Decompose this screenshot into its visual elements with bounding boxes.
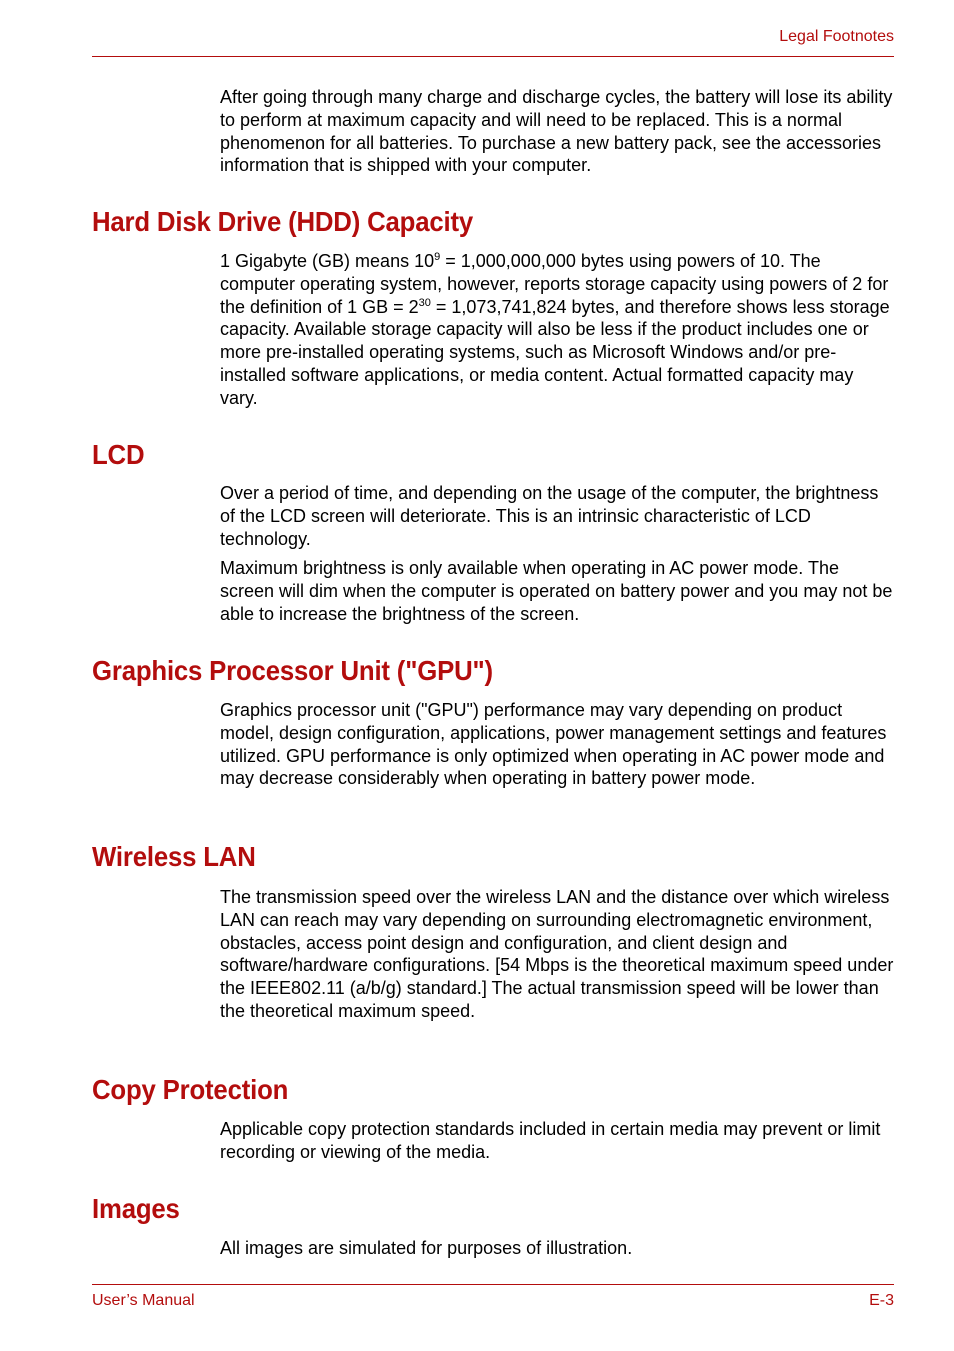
hdd-exponent-2: 30 [418,296,431,309]
lcd-paragraph-2: Maximum brightness is only available when operating in AC power mode. The screen will dim when the computer is operated on battery power and you may not be able to increase the brightness of the screen. [220,558,893,624]
images-paragraph: All images are simulated for purposes of illustration. [220,1238,633,1258]
heading-images: Images [92,1193,180,1224]
footer-divider [92,1284,894,1285]
heading-hdd-capacity: Hard Disk Drive (HDD) Capacity [92,206,473,237]
hdd-text-part-1: 1 Gigabyte (GB) means 10 [220,251,435,271]
hdd-paragraph [220,250,895,410]
header-divider [92,56,894,57]
footer-page-number: E-3 [869,1292,894,1309]
copy-protection-paragraph: Applicable copy protection standards included in certain media may prevent or limit recording or viewing of the media. [220,1119,881,1162]
hdd-exponent-1: 9 [434,251,441,263]
battery-paragraph: After going through many charge and discharge cycles, the battery will lose its ability to perform at maximum capacity and will need to be replaced. This is a normal phenomenon for all batteries. To purchase a new battery pack, see the accessories information that is shipped with your computer. [220,87,893,176]
gpu-paragraph: Graphics processor unit ("GPU") performance may vary depending on product model, design configuration, applications, power management settings and features utilized. GPU performance is only optimized when operating in AC power mode and may decrease considerably when operating in battery power mode. [220,700,887,789]
heading-lcd: LCD [92,439,145,470]
heading-gpu: Graphics Processor Unit ("GPU") [92,655,493,686]
lcd-paragraph-1: Over a period of time, and depending on the usage of the computer, the brightness of the LCD screen will deteriorate. This is an intrinsic characteristic of LCD technology. [220,483,879,549]
heading-copy-protection: Copy Protection [92,1074,289,1105]
header-section-label: Legal Footnotes [779,28,894,45]
hdd-text-part-3: = 1,073,741,824 bytes, and therefore shows less storage capacity. Available storage capacity will also be less if the product includes one or more pre-installed operating systems, such as Microsoft Windows and/or pre-installed software applications, or media content. Actual formatted capacity may vary. [220,296,890,408]
hdd-text-part-2: = 1,000,000,000 bytes using powers of 10. The computer operating system, however, reports storage capacity using powers of 2 for the definition of 1 GB = 2 [220,251,889,317]
heading-wireless-lan: Wireless LAN [92,841,256,872]
wireless-lan-paragraph: The transmission speed over the wireless LAN and the distance over which wireless LAN can reach may vary depending on surrounding electromagnetic environment, obstacles, access point design and configuration, and client design and software/hardware configurations. [54 Mbps is the theoretical maximum speed under the IEEE802.11 (a/b/g) standard.] The actual transmission speed will be lower than the theoretical maximum speed. [220,887,894,1021]
footer-manual-label: User’s Manual [92,1292,195,1309]
